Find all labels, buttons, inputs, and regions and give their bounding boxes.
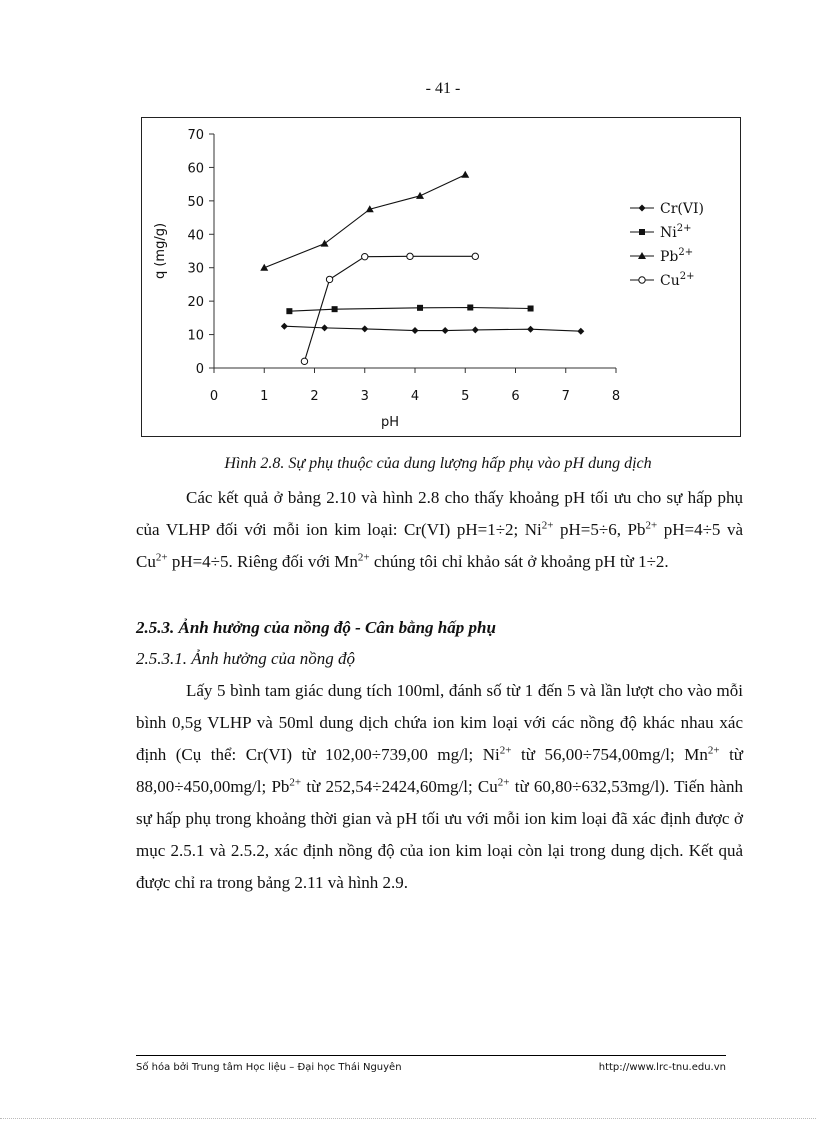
data-point-cu bbox=[472, 253, 478, 259]
legend-marker bbox=[639, 205, 646, 212]
legend-marker bbox=[639, 277, 645, 283]
data-point-cr-vi bbox=[472, 326, 479, 333]
x-tick-label: 7 bbox=[561, 389, 570, 404]
series-line-ni bbox=[289, 307, 530, 311]
data-point-pb bbox=[260, 264, 268, 271]
data-point-ni bbox=[332, 306, 338, 312]
data-point-cr-vi bbox=[281, 323, 288, 330]
x-axis-label: pH bbox=[380, 415, 400, 430]
footer-rule bbox=[136, 1055, 726, 1056]
x-tick-label: 1 bbox=[260, 389, 269, 404]
x-tick-label: 0 bbox=[209, 389, 219, 404]
x-tick-label: 3 bbox=[360, 389, 369, 404]
data-point-pb bbox=[321, 240, 329, 247]
y-tick-label: 30 bbox=[187, 261, 204, 277]
legend-label-cu: $Cu^{2+}$ bbox=[660, 271, 695, 289]
data-point-cu bbox=[326, 276, 332, 282]
data-point-pb bbox=[461, 171, 469, 178]
paragraph-procedure: Lấy 5 bình tam giác dung tích 100ml, đánh số từ 1 đến 5 và lần lượt cho vào mỗi bình 0,5g VLHP và 50ml dung dịch chứa ion kim loại với các nồng độ khác nhau xác định (Cụ thể: Cr(VI) từ 102,00÷739,00 mg/l; $Ni^{2+}$ từ 56,00÷754,00mg/l; $Mn^{2+}$ từ 88,00÷450,00mg/l; $Pb^{2+}$ từ 252,54÷2424,60mg/l; $Cu^{2+}$ từ 60,80÷632,53mg/l). Tiến hành sự hấp phụ trong khoảng thời gian và pH tối ưu với mỗi ion kim loại đã xác định được ở mục 2.5.1 và 2.5.2, xác định nồng độ của ion kim loại còn lại trong dung dịch. Kết quả được chỉ ra trong bảng 2.11 và hình 2.9. bbox=[136, 681, 744, 892]
data-point-cr-vi bbox=[361, 325, 368, 332]
y-tick-label: 0 bbox=[195, 362, 204, 377]
data-point-cu bbox=[362, 253, 368, 259]
data-point-cr-vi bbox=[442, 327, 449, 334]
figure-caption: Hình 2.8. Sự phụ thuộc của dung lượng hấp phụ vào pH dung dịch bbox=[224, 455, 652, 472]
paragraph-results: Các kết quả ở bảng 2.10 và hình 2.8 cho thấy khoảng pH tối ưu cho sự hấp phụ của VLHP đối với mỗi ion kim loại: Cr(VI) pH=1÷2; $Ni^{2+}$ pH=5÷6, $Pb^{2+}$ pH=4÷5 và $Cu^{2+}$ pH=4÷5. Riêng đối với $Mn^{2+}$ chúng tôi chỉ khảo sát ở khoảng pH từ 1÷2. bbox=[136, 488, 743, 571]
data-point-ni bbox=[528, 305, 534, 311]
y-tick-label: 40 bbox=[187, 228, 204, 244]
data-point-cr-vi bbox=[412, 327, 419, 334]
data-point-ni bbox=[417, 305, 423, 311]
legend-marker bbox=[639, 229, 645, 235]
y-tick-label: 60 bbox=[187, 161, 204, 177]
data-point-cr-vi bbox=[321, 324, 328, 331]
data-point-pb bbox=[416, 192, 424, 199]
page-number: - 41 - bbox=[425, 80, 461, 97]
x-tick-label: 2 bbox=[310, 389, 319, 404]
x-tick-label: 5 bbox=[461, 389, 470, 404]
figure-frame bbox=[141, 117, 741, 437]
chart bbox=[142, 118, 742, 438]
data-point-ni bbox=[467, 304, 473, 310]
footer-url: http://www.lrc-tnu.edu.vn bbox=[598, 1062, 726, 1073]
subsection-heading: 2.5.3.1. Ảnh hưởng của nồng độ bbox=[136, 649, 356, 668]
data-point-cr-vi bbox=[527, 326, 534, 333]
legend-label-cr-vi: Cr(VI) bbox=[660, 201, 704, 217]
legend-label-pb: $Pb^{2+}$ bbox=[660, 247, 694, 265]
series-line-cr-vi bbox=[284, 326, 580, 331]
x-tick-label: 8 bbox=[611, 389, 621, 404]
page-edge bbox=[0, 1118, 816, 1119]
footer-source: Số hóa bởi Trung tâm Học liệu – Đại học Thái Nguyên bbox=[136, 1062, 402, 1073]
y-tick-label: 50 bbox=[187, 194, 204, 210]
data-point-ni bbox=[286, 308, 292, 314]
data-point-cr-vi bbox=[577, 328, 584, 335]
y-axis-label: q (mg/g) bbox=[153, 222, 168, 280]
y-tick-label: 70 bbox=[187, 128, 204, 143]
section-heading: 2.5.3. Ảnh hưởng của nồng độ - Cân bằng hấp phụ bbox=[136, 618, 496, 637]
data-point-cu bbox=[301, 358, 307, 364]
x-tick-label: 6 bbox=[511, 389, 520, 404]
legend-label-ni: $Ni^{2+}$ bbox=[660, 223, 692, 241]
data-point-cu bbox=[407, 253, 413, 259]
y-tick-label: 10 bbox=[187, 328, 204, 344]
y-tick-label: 20 bbox=[187, 295, 204, 311]
x-tick-label: 4 bbox=[410, 389, 420, 404]
